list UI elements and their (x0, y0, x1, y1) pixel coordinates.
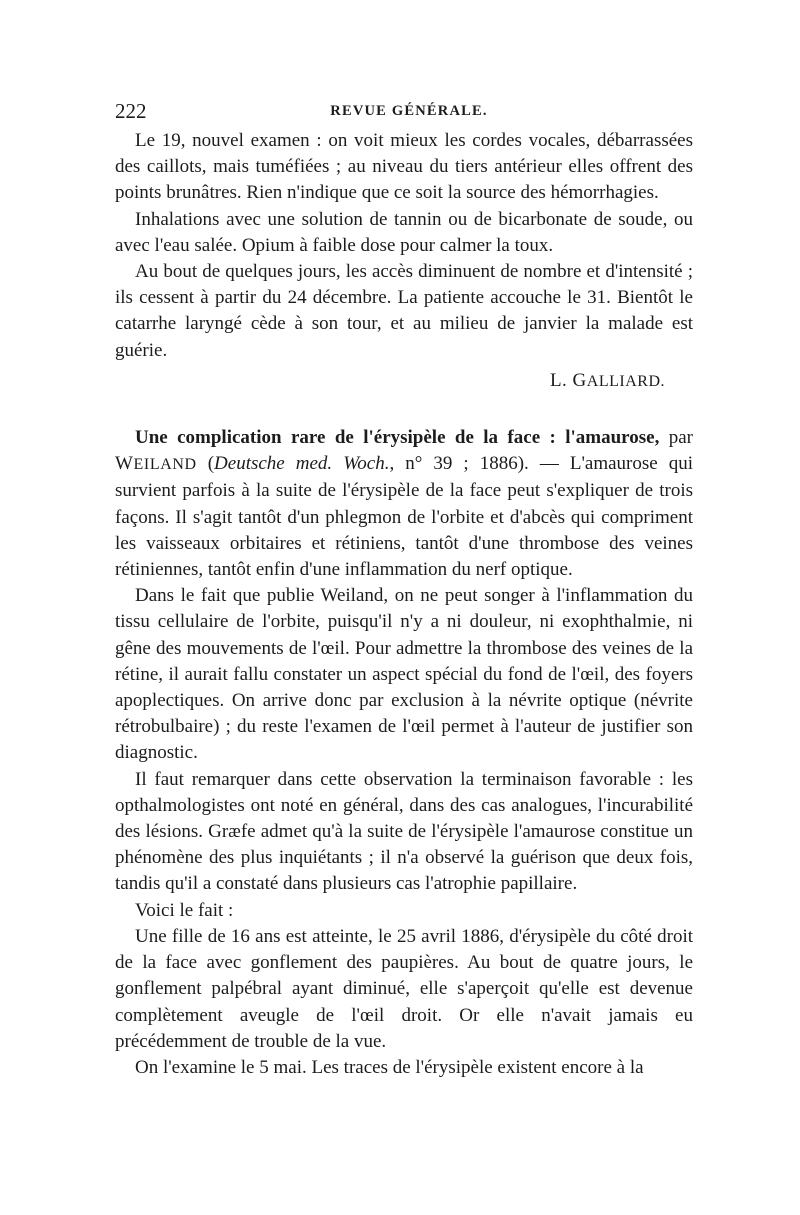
paragraph-voici: Voici le fait : (135, 899, 234, 921)
paragraph-weiland: Dans le fait que publie Weiland, on ne peut songer à l'inflammation du tissu cellulaire de l'orbite, puisqu'il n'y a ni douleur, ni exophthalmie, ni gêne des mouvements de l'œil. Pour admettre la thrombose des veines de la rétine, il aurait fallu constater un aspect spécial du fond de l'œil, des foyers apoplectiques. On arrive donc par exclusion à la névrite optique (névrite rétrobulbaire) ; du reste l'examen de l'œil permet à l'auteur de justifier son diagnostic. (115, 585, 693, 764)
page (115, 94, 693, 1081)
article-author (115, 453, 197, 475)
section-gap (115, 395, 693, 425)
article-by: par (668, 427, 693, 449)
running-head (115, 94, 693, 128)
running-title: REVUE GÉNÉRALE. (330, 103, 488, 119)
paragraph-terminaison: Il faut remarquer dans cette observation la terminaison favorable : les opthalmologistes ont noté en général, dans des cas analogues, l'incurabilité des lésions. Græfe admet qu'à la suite de l'érysipèle l'amaurose constitue un phénomène des plus inquiétants ; il n'a observé la guérison que deux fois, tandis qu'il a constaté dans plusieurs cas l'atrophie papillaire. (115, 768, 693, 895)
citation-open: ( (207, 453, 215, 475)
paragraph-examen: Le 19, nouvel examen : on voit mieux les cordes vocales, débarrassées des caillots, mais tuméfiées ; au niveau du tiers antérieur elles offrent des points brunâtres. Rien n'indique que ce soit la source des hémorrhagies. (115, 130, 693, 204)
paragraph-guerison: Au bout de quelques jours, les accès diminuent de nombre et d'intensité ; ils cessent à partir du 24 décembre. La patiente accouche le 31. Bientôt le catarrhe laryngé cède à son tour, et au milieu de janvier la malade est guérie. (115, 261, 693, 361)
article-lead-paragraph (115, 425, 693, 583)
journal-name: Deutsche med. Woch. (214, 453, 390, 475)
signature-rest: ALLIARD. (586, 372, 665, 390)
article-title: Une complication rare de l'érysipèle de la face : l'amaurose, (135, 427, 660, 449)
author-initial: W (115, 453, 134, 475)
paragraph-inhalations: Inhalations avec une solution de tannin ou de bicarbonate de soude, ou avec l'eau salée. Opium à faible dose pour calmer la toux. (115, 208, 693, 256)
paragraph-case: Une fille de 16 ans est atteinte, le 25 avril 1886, d'érysipèle du côté droit de la face avec gonflement des paupières. Au bout de quatre jours, le gonflement palpébral ayant diminué, elle s'aperçoit qu'elle est devenue complètement aveugle de l'œil droit. Or elle n'avait jamais eu précédemment de trouble de la vue. (115, 925, 693, 1052)
citation-details: , n° 39 ; 1886). (389, 453, 529, 475)
paragraph-examine: On l'examine le 5 mai. Les traces de l'érysipèle existent encore à la (135, 1056, 644, 1078)
author-signature (115, 368, 665, 395)
author-rest: EILAND (133, 456, 197, 474)
body-text (115, 128, 693, 1081)
page-number: 222 (115, 99, 147, 123)
article-lead-text: — L'amaurose qui survient parfois à la suite de l'érysipèle de la face peut s'expliquer de trois façons. Il s'agit tantôt d'un phlegmon de l'orbite et d'abcès qui compriment les vaisseaux orbitaires et rétiniens, tantôt d'une thrombose des veines rétiniennes, tantôt enfin d'une inflammation du nerf optique. (115, 453, 693, 581)
signature-initial: L. G (549, 369, 587, 391)
